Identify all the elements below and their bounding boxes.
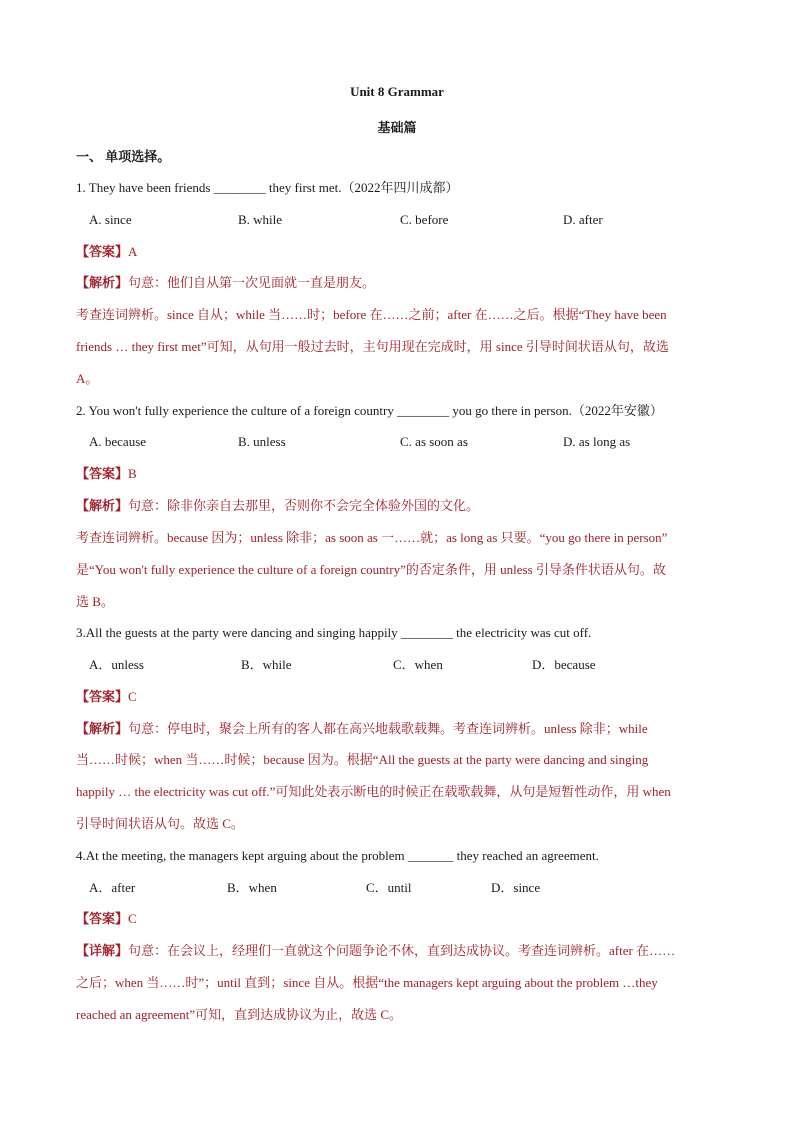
analysis-translation: 句意：在会议上，经理们一直就这个问题争论不休，直到达成协议。考查连词辨析。after 在…… <box>128 943 676 958</box>
analysis-line <box>76 498 479 514</box>
analysis-text: happily … the electricity was cut off.”可知此处表示断电的时候正在载歌载舞，从句是短暂性动作，用 when <box>76 784 671 799</box>
analysis-translation: 句意：他们自从第一次见面就一直是朋友。 <box>128 275 376 290</box>
answer-tag: 【答案】 <box>76 244 129 259</box>
analysis-line <box>76 943 675 959</box>
option-d: D．since <box>491 880 541 895</box>
analysis-line <box>76 275 375 291</box>
analysis-text: reached an agreement”可知，直到达成协议为止，故选 C。 <box>76 1007 403 1022</box>
option-d: D．because <box>532 657 596 672</box>
option-b: B．when <box>227 880 277 895</box>
question-stem: 3.All the guests at the party were dancing and singing happily ________ the electricity was cut off. <box>76 625 592 640</box>
analysis-text: 选 B。 <box>76 594 114 609</box>
answer-line <box>76 911 137 927</box>
option-a: A．after <box>89 880 136 895</box>
analysis-text: 引导时间状语从句。故选 C。 <box>76 816 244 831</box>
section-heading: 一、 单项选择。 <box>76 149 171 164</box>
answer-value: C <box>128 689 137 704</box>
option-a: A. because <box>89 434 147 449</box>
answer-line <box>76 466 137 482</box>
option-a: A. since <box>89 212 132 227</box>
option-b: B．while <box>241 657 292 672</box>
option-c: C. as soon as <box>400 434 468 449</box>
question-stem: 1. They have been friends ________ they first met.（2022年四川成都） <box>76 180 459 195</box>
answer-value: A <box>128 244 138 259</box>
answer-tag: 【答案】 <box>76 689 129 704</box>
analysis-tag: 【解析】 <box>76 275 129 290</box>
answer-value: B <box>128 466 137 481</box>
analysis-translation: 句意：停电时，聚会上所有的客人都在高兴地载歌载舞。考查连词辨析。unless 除非；while <box>128 721 648 736</box>
analysis-text: A。 <box>76 371 99 386</box>
analysis-tag: 【解析】 <box>76 498 129 513</box>
option-a: A．unless <box>89 657 144 672</box>
analysis-tag: 【解析】 <box>76 721 129 736</box>
page-subtitle: 基础篇 <box>377 120 417 135</box>
analysis-text: 考查连词辨析。because 因为；unless 除非；as soon as 一……就；as long as 只要。“you go there in person” <box>76 530 668 545</box>
option-d: D. as long as <box>563 434 631 449</box>
option-c: C. before <box>400 212 449 227</box>
answer-line <box>76 689 137 705</box>
analysis-text: 当……时候；when 当……时候；because 因为。根据“All the guests at the party were dancing and singing <box>76 752 649 767</box>
question-stem: 4.At the meeting, the managers kept arguing about the problem _______ they reached an agreement. <box>76 848 599 863</box>
analysis-text: 考查连词辨析。since 自从；while 当……时；before 在……之前；after 在……之后。根据“They have been <box>76 307 667 322</box>
answer-tag: 【答案】 <box>76 466 129 481</box>
option-d: D. after <box>563 212 603 227</box>
analysis-text: 是“You won't fully experience the culture of a foreign country”的否定条件，用 unless 引导条件状语从句。故 <box>76 562 666 577</box>
analysis-line <box>76 721 648 737</box>
analysis-text: friends … they first met”可知，从句用一般过去时，主句用现在完成时，用 since 引导时间状语从句，故选 <box>76 339 669 354</box>
analysis-tag: 【详解】 <box>76 943 129 958</box>
answer-line <box>76 244 137 260</box>
analysis-text: 之后；when 当……时”；until 直到；since 自从。根据“the managers kept arguing about the problem …they <box>76 975 658 990</box>
page-title: Unit 8 Grammar <box>350 84 444 99</box>
question-stem: 2. You won't fully experience the culture of a foreign country ________ you go there in person.（2022年安徽） <box>76 403 663 418</box>
answer-tag: 【答案】 <box>76 911 129 926</box>
option-b: B. while <box>238 212 283 227</box>
option-c: C．when <box>393 657 443 672</box>
option-b: B. unless <box>238 434 286 449</box>
analysis-translation: 句意：除非你亲自去那里，否则你不会完全体验外国的文化。 <box>128 498 480 513</box>
answer-value: C <box>128 911 137 926</box>
option-c: C．until <box>366 880 412 895</box>
